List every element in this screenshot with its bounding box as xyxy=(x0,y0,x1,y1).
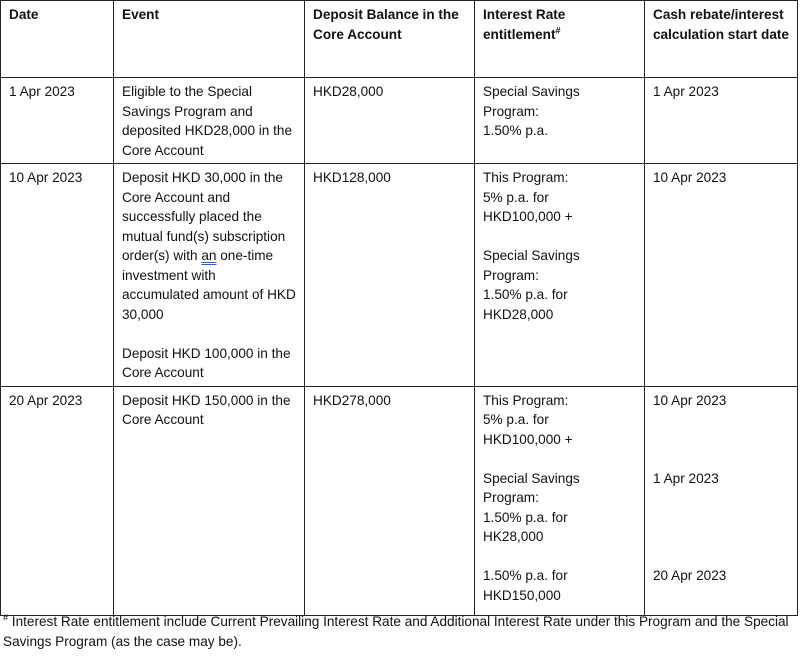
cell-date: 10 Apr 2023 xyxy=(1,164,114,387)
rate-line: HKD150,000 xyxy=(483,587,561,603)
cell-start-date xyxy=(645,78,798,164)
cell-event xyxy=(114,78,305,164)
header-interest-rate-mark: # xyxy=(555,24,561,35)
rate-line: HKD100,000 + xyxy=(483,431,573,447)
rate-line: This Program: xyxy=(483,170,569,185)
cell-balance: HKD278,000 xyxy=(305,386,475,615)
header-interest-rate xyxy=(475,1,645,78)
rate-line: Program: xyxy=(483,267,539,283)
cell-event xyxy=(114,386,305,615)
event-paragraph xyxy=(122,168,296,324)
cell-date: 20 Apr 2023 xyxy=(1,386,114,615)
cell-start-date xyxy=(645,386,798,615)
rate-line: 1.50% p.a. for xyxy=(483,568,568,583)
table-row xyxy=(1,386,798,615)
cell-date: 1 Apr 2023 xyxy=(1,78,114,164)
event-paragraph: Deposit HKD 150,000 in the Core Account xyxy=(122,392,291,427)
footnote-mark: # xyxy=(3,612,9,623)
cell-rate xyxy=(475,164,645,387)
rate-line: HKD100,000 + xyxy=(483,209,573,224)
table-row xyxy=(1,78,798,164)
rate-line: HK28,000 xyxy=(483,529,544,544)
start-date: 10 Apr 2023 xyxy=(653,170,727,185)
rate-line: 1.50% p.a. xyxy=(483,123,548,138)
header-date: Date xyxy=(1,1,114,78)
rate-line: Program: xyxy=(483,490,539,505)
event-paragraph: Eligible to the Special Savings Program and deposited HKD28,000 in the Core Account xyxy=(122,84,293,158)
rate-line: Special Savings xyxy=(483,248,580,263)
rate-line: This Program: xyxy=(483,392,569,408)
rate-block xyxy=(483,82,636,141)
footnote xyxy=(3,612,793,652)
header-interest-rate-label: Interest Rate entitlement xyxy=(483,7,566,42)
footnote-text: Interest Rate entitlement include Current Prevailing Interest Rate and Additional Interest Rate under this Program and the Special Savings Program (as the case may be). xyxy=(3,614,789,649)
header-start-date: Cash rebate/interest calculation start date xyxy=(645,1,798,78)
start-date: 20 Apr 2023 xyxy=(653,568,727,583)
cell-rate xyxy=(475,78,645,164)
event-text: one-time investment with accumulated amount of HKD 30,000 xyxy=(122,248,296,322)
rate-block xyxy=(483,168,636,227)
rate-line: HKD28,000 xyxy=(483,306,554,322)
header-deposit-balance: Deposit Balance in the Core Account xyxy=(305,1,475,78)
rate-line: 5% p.a. for xyxy=(483,412,549,427)
event-text: Deposit HKD 30,000 in the Core Account and successfully placed the mutual fund(s) subscription order(s) with xyxy=(122,170,286,263)
rate-block xyxy=(483,566,636,605)
cell-event xyxy=(114,164,305,387)
header-event: Event xyxy=(114,1,305,78)
start-date: 10 Apr 2023 xyxy=(653,392,727,408)
table-header-row xyxy=(1,1,798,78)
start-date: 1 Apr 2023 xyxy=(653,470,719,486)
cell-rate xyxy=(475,386,645,615)
cell-start-date xyxy=(645,164,798,387)
rate-line: 1.50% p.a. for xyxy=(483,509,568,525)
rate-line: Special Savings xyxy=(483,470,580,486)
cell-balance: HKD128,000 xyxy=(305,164,475,387)
rate-line: Special Savings Program: xyxy=(483,84,580,119)
rate-block xyxy=(483,246,636,324)
event-paragraph: Deposit HKD 100,000 in the Core Account xyxy=(122,345,291,380)
rate-block xyxy=(483,391,636,450)
rate-line: 5% p.a. for xyxy=(483,189,549,205)
event-text-marked: an xyxy=(201,248,217,263)
rate-line: 1.50% p.a. for xyxy=(483,287,568,302)
table-row xyxy=(1,164,798,387)
cell-balance: HKD28,000 xyxy=(305,78,475,164)
start-date: 1 Apr 2023 xyxy=(653,84,719,99)
rate-block xyxy=(483,469,636,547)
